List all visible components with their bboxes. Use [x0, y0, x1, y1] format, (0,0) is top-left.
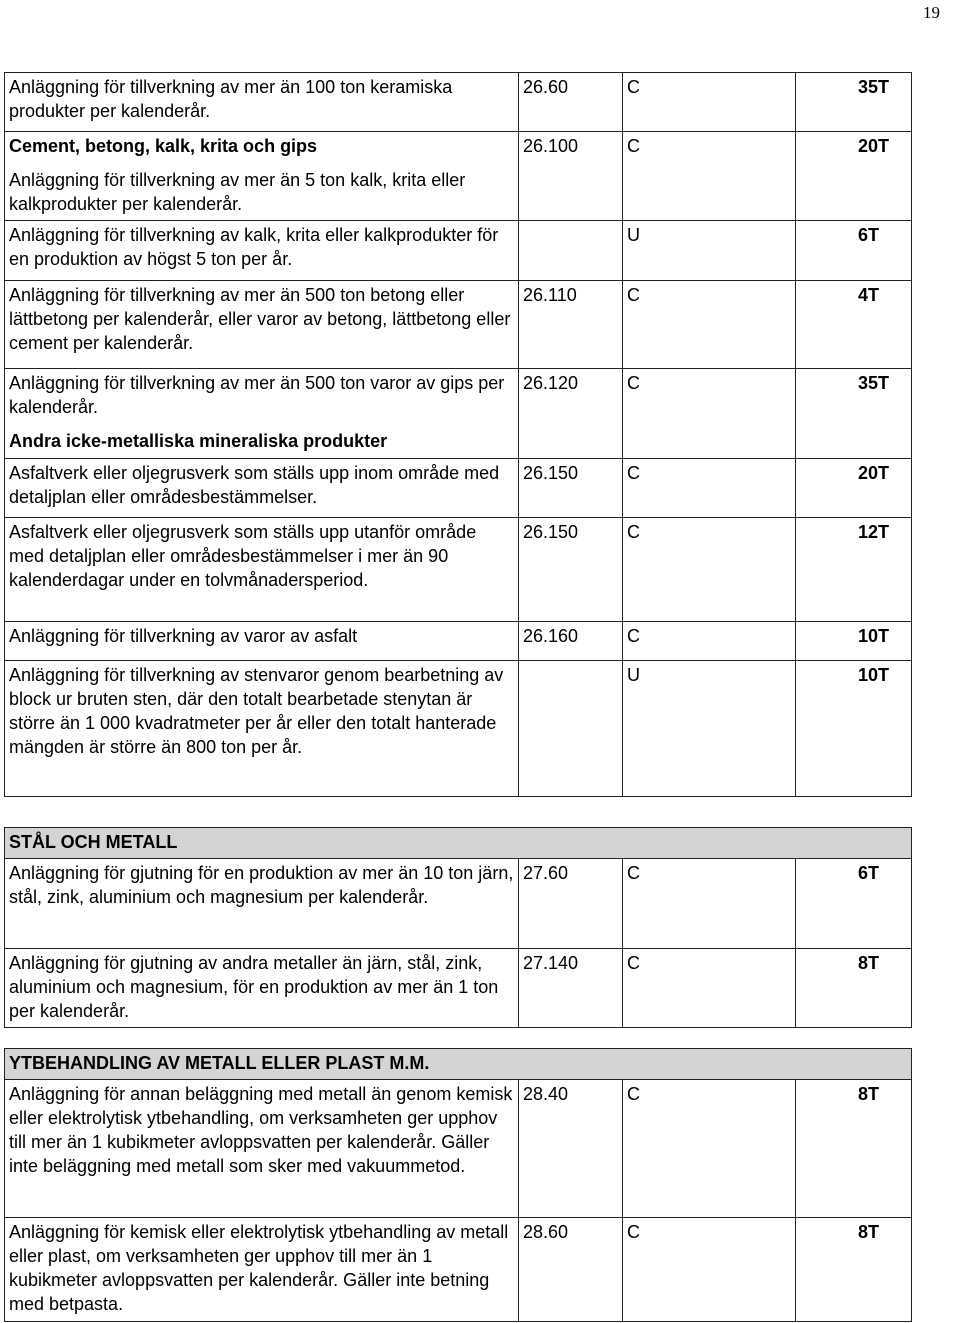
fee-group: 10T — [796, 661, 912, 797]
fee-group: 6T — [796, 859, 912, 949]
table-row — [5, 859, 912, 949]
activity-description — [5, 661, 519, 797]
activities-table-surface-treatment — [4, 1048, 912, 1322]
description-text: Anläggning för tillverkning av stenvaror genom bearbetning av block ur bruten sten, där den totalt bearbetade stenytan är större än 1 000 kvadratmeter per år eller den totalt hanterade mängden är större än 800 ton per år. — [9, 665, 504, 757]
table-row — [5, 369, 912, 459]
activity-code — [519, 221, 623, 281]
activity-code: 28.60 — [519, 1218, 623, 1322]
description-text: Asfaltverk eller oljegrusverk som ställs upp utanför område med detaljplan eller områdesbestämmelser i mer än 90 kalenderdagar under en tolvmånadersperiod. — [9, 522, 477, 590]
fee-group: 6T — [796, 221, 912, 281]
activity-class: U — [623, 221, 796, 281]
activity-description — [5, 622, 519, 661]
section-header-row — [5, 1049, 912, 1080]
activities-table-ceramics-cement — [4, 72, 912, 797]
section-header: YTBEHANDLING AV METALL ELLER PLAST M.M. — [5, 1049, 912, 1080]
description-text: Anläggning för tillverkning av mer än 500 ton betong eller lättbetong per kalenderår, eller varor av betong, lättbetong eller cement per kalenderår. — [9, 285, 511, 353]
activity-description — [5, 1218, 519, 1322]
table-row — [5, 281, 912, 369]
activity-class: C — [623, 1218, 796, 1322]
table-row — [5, 221, 912, 281]
activity-code — [519, 661, 623, 797]
activity-description — [5, 73, 519, 132]
category-heading: Cement, betong, kalk, krita och gips — [9, 136, 318, 156]
description-text: Anläggning för tillverkning av mer än 5 ton kalk, krita eller kalkprodukter per kalenderår. — [9, 170, 466, 214]
activity-description — [5, 949, 519, 1028]
description-text: Anläggning för annan beläggning med metall än genom kemisk eller elektrolytisk ytbehandling, om verksamheten ger upphov till mer än 1 kubikmeter avloppsvatten per kalenderår. Gäller inte beläggning med metall som sker med vakuummetod. — [9, 1084, 513, 1176]
activity-code: 26.120 — [519, 369, 623, 459]
activity-description — [5, 369, 519, 459]
fee-group: 35T — [796, 369, 912, 459]
activity-description — [5, 1080, 519, 1218]
activity-code: 26.100 — [519, 132, 623, 221]
activity-class: C — [623, 281, 796, 369]
section-header: STÅL OCH METALL — [5, 828, 912, 859]
activity-code: 26.160 — [519, 622, 623, 661]
fee-group: 20T — [796, 459, 912, 518]
activity-class: C — [623, 132, 796, 221]
activity-class: C — [623, 859, 796, 949]
description-text: Anläggning för tillverkning av mer än 100 ton keramiska produkter per kalenderår. — [9, 77, 453, 121]
table-row — [5, 1080, 912, 1218]
activity-class: C — [623, 622, 796, 661]
activity-class: C — [623, 949, 796, 1028]
fee-group: 35T — [796, 73, 912, 132]
fee-group: 20T — [796, 132, 912, 221]
fee-group: 8T — [796, 1080, 912, 1218]
table-row — [5, 459, 912, 518]
activity-description — [5, 281, 519, 369]
description-text: Anläggning för kemisk eller elektrolytisk ytbehandling av metall eller plast, om verksamheten ger upphov till mer än 1 kubikmeter avloppsvatten per kalenderår. Gäller inte betning med betpasta. — [9, 1222, 509, 1314]
activities-table-steel-metal — [4, 827, 912, 1028]
description-text: Anläggning för tillverkning av kalk, krita eller kalkprodukter för en produktion av högst 5 ton per år. — [9, 225, 499, 269]
fee-group: 12T — [796, 518, 912, 622]
activity-description — [5, 518, 519, 622]
activity-class: C — [623, 1080, 796, 1218]
fee-group: 10T — [796, 622, 912, 661]
fee-group: 8T — [796, 949, 912, 1028]
activity-code: 27.60 — [519, 859, 623, 949]
activity-class: C — [623, 369, 796, 459]
activity-description — [5, 859, 519, 949]
description-text: Asfaltverk eller oljegrusverk som ställs upp inom område med detaljplan eller områdesbestämmelser. — [9, 463, 500, 507]
activity-code: 28.40 — [519, 1080, 623, 1218]
table-row — [5, 1218, 912, 1322]
table-row — [5, 661, 912, 797]
description-text: Anläggning för gjutning för en produktion av mer än 10 ton järn, stål, zink, aluminium och magnesium per kalenderår. — [9, 863, 514, 907]
activity-class: C — [623, 518, 796, 622]
description-text: Anläggning för gjutning av andra metaller än järn, stål, zink, aluminium och magnesium, för en produktion av mer än 1 ton per kalenderår. — [9, 953, 499, 1021]
table-row — [5, 73, 912, 132]
table-row — [5, 949, 912, 1028]
activity-class: C — [623, 459, 796, 518]
table-row — [5, 518, 912, 622]
description-text: Anläggning för tillverkning av mer än 500 ton varor av gips per kalenderår. — [9, 373, 505, 417]
activity-code: 27.140 — [519, 949, 623, 1028]
activity-description — [5, 132, 519, 221]
description-text: Anläggning för tillverkning av varor av asfalt — [9, 626, 358, 646]
page-number: 19 — [923, 3, 940, 22]
activity-code: 26.110 — [519, 281, 623, 369]
activity-description — [5, 459, 519, 518]
activity-description — [5, 221, 519, 281]
activity-code: 26.60 — [519, 73, 623, 132]
fee-group: 8T — [796, 1218, 912, 1322]
table-row — [5, 132, 912, 221]
section-header-row — [5, 828, 912, 859]
activity-code: 26.150 — [519, 459, 623, 518]
activity-code: 26.150 — [519, 518, 623, 622]
activity-class: C — [623, 73, 796, 132]
category-heading: Andra icke-metalliska mineraliska produkter — [9, 431, 388, 451]
fee-group: 4T — [796, 281, 912, 369]
activity-class: U — [623, 661, 796, 797]
table-row — [5, 622, 912, 661]
